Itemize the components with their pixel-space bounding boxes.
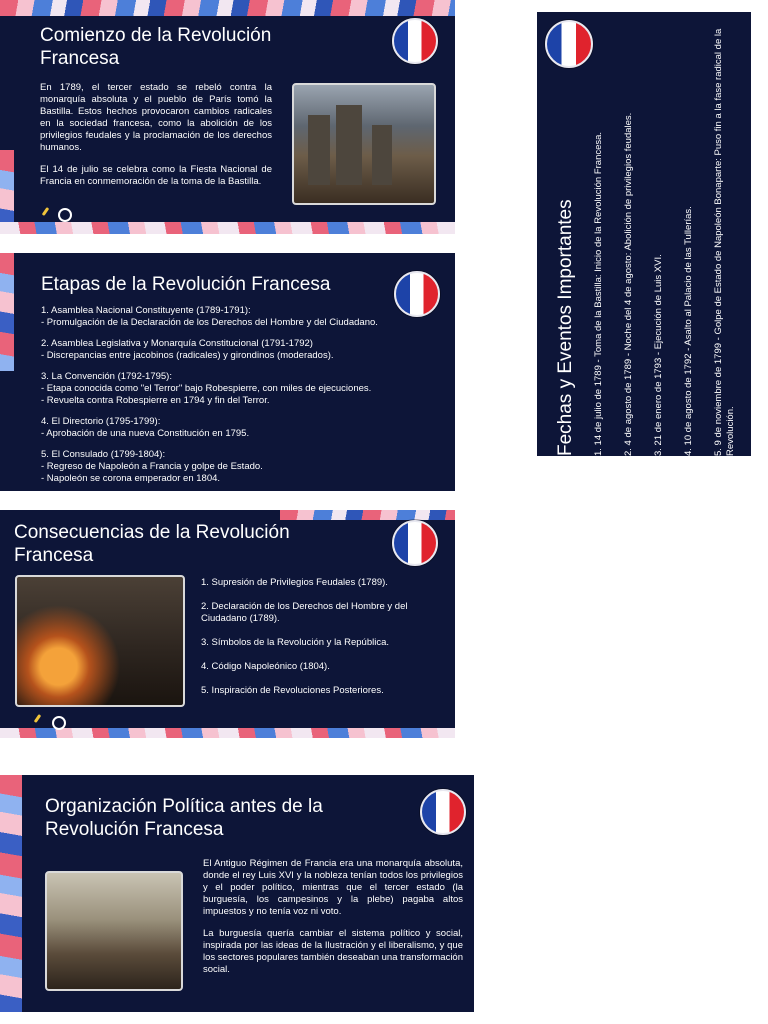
france-flag-icon [392,520,438,566]
events-list [593,16,751,456]
stage-detail: - Regreso de Napoleón a Francia y golpe de Estado. [41,461,263,472]
bastille-image [292,83,436,205]
list-item: 4. Código Napoleónico (1804). [201,661,330,672]
list-item: 2. Declaración de los Derechos del Hombre y del Ciudadano (1789). [201,601,408,624]
list-item: 5. Inspiración de Revoluciones Posteriores. [201,685,384,696]
stage-heading: 3. La Convención (1792-1795): [41,371,172,382]
event-item: 3. 21 de enero de 1793 - Ejecución de Luis XVI. [653,254,664,456]
paragraph: En 1789, el tercer estado se rebeló contra la monarquía absoluta y el pueblo de París tomó la Bastilla. Estos hechos provocaron cambios radicales en la sociedad francesa, como la abolición de los privilegios feudales y la proclamación de los derechos humanos. [40,82,272,153]
decorative-border-left [0,253,14,371]
stage-item [41,416,441,440]
stage-item [41,449,441,485]
decorative-border-left [0,775,22,1012]
decorative-dash [34,714,42,723]
battle-fire-image [15,575,185,707]
revolution-crowd-image [45,871,183,991]
decorative-border-top [280,510,455,520]
france-flag-icon [420,789,466,835]
decorative-border-top [0,0,455,16]
slide-title: Etapas de la Revolución Francesa [41,274,331,295]
event-item: 2. 4 de agosto de 1789 - Noche del 4 de agosto: Abolición de privilegios feudales. [623,112,634,456]
slide-title: Fechas y Eventos Importantes [555,199,576,456]
stage-heading: 4. El Directorio (1795-1799): [41,416,161,427]
list-item: 1. Supresión de Privilegios Feudales (1789). [201,577,388,588]
decorative-border-bottom [0,222,455,234]
slide-title: Organización Política antes de la Revolución Francesa [45,796,323,840]
event-item: 1. 14 de julio de 1789 - Toma de la Bastilla: Inicio de la Revolución Francesa. [593,131,604,456]
slide-title: Consecuencias de la Revolución Francesa [14,522,290,566]
stage-detail: - Revuelta contra Robespierre en 1794 y fin del Terror. [41,395,270,406]
stage-detail: - Discrepancias entre jacobinos (radicales) y girondinos (moderados). [41,350,334,361]
decorative-dash [42,207,50,216]
stages-list [41,305,441,485]
list-item: 3. Símbolos de la Revolución y la República. [201,637,389,648]
event-item: 4. 10 de agosto de 1792 - Asalto al Palacio de las Tullerías. [683,206,694,456]
stage-detail: - Napoleón se corona emperador en 1804. [41,473,221,484]
slide-organizacion [0,775,474,1012]
event-item: 5. 9 de noviembre de 1799 - Golpe de Estado de Napoleón Bonaparte: Puso fin a la fase radical de la Revolución. [713,28,736,456]
paragraph: La burguesía quería cambiar el sistema político y social, inspirada por las ideas de la Ilustración y el liberalismo, y que los sectores populares también deseaban una transformación social. [203,928,463,975]
stage-item [41,338,441,362]
slide-body [40,82,272,198]
slide-body [203,858,463,986]
stage-detail: - Etapa conocida como "el Terror" bajo Robespierre, con miles de ejecuciones. [41,383,372,394]
decorative-ring [52,716,66,730]
paragraph: El 14 de julio se celebra como la Fiesta Nacional de Francia en conmemoración de la toma de la Bastilla. [40,164,272,187]
slide-etapas [0,253,455,491]
stage-heading: 1. Asamblea Nacional Constituyente (1789-1791): [41,305,251,316]
stage-item [41,371,441,407]
slide-consecuencias [0,510,455,738]
stage-item [41,305,441,329]
slide-comienzo [0,0,455,234]
decorative-ring [58,208,72,222]
rotated-content [537,12,751,456]
decorative-border-bottom [0,728,455,738]
stage-detail: - Promulgación de la Declaración de los Derechos del Hombre y del Ciudadano. [41,317,378,328]
france-flag-icon [392,18,438,64]
stage-heading: 2. Asamblea Legislativa y Monarquía Constitucional (1791-1792) [41,338,313,349]
slide-title: Comienzo de la Revolución Francesa [40,25,272,69]
stage-detail: - Aprobación de una nueva Constitución en 1795. [41,428,250,439]
consequences-list [201,577,441,709]
stage-heading: 5. El Consulado (1799-1804): [41,449,166,460]
slide-fechas [537,12,751,456]
paragraph: El Antiguo Régimen de Francia era una monarquía absoluta, donde el rey Luis XVI y la nobleza tenían todos los privilegios y el poder político, mientras que el tercer estado (la burguesía, los campesinos y la plebe) pagaba altos impuestos y no tenía voz ni voto. [203,858,463,917]
